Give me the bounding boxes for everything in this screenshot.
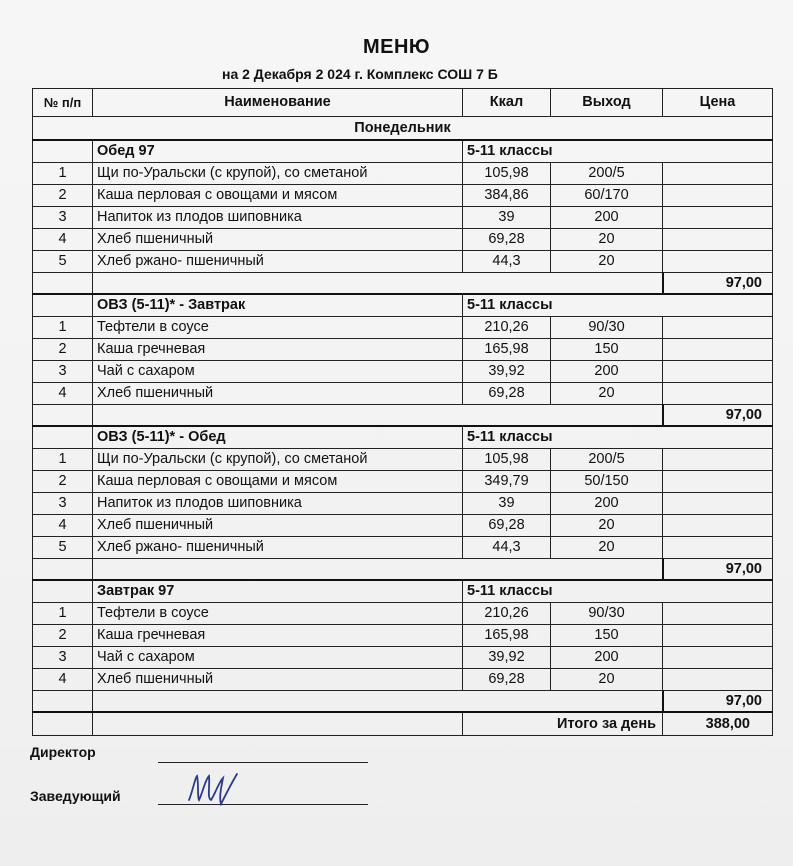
section-header-num (33, 140, 93, 163)
section-total-row (33, 405, 773, 427)
item-kcal: 39 (463, 207, 551, 229)
section-header-row (33, 140, 773, 163)
item-num: 2 (33, 625, 93, 647)
section-header-num (33, 426, 93, 449)
section-title: ОВЗ (5-11)* - Завтрак (93, 294, 463, 317)
item-num: 5 (33, 251, 93, 273)
item-price (663, 339, 773, 361)
table-row (33, 625, 773, 647)
total-empty (93, 691, 663, 713)
item-price (663, 383, 773, 405)
item-num: 4 (33, 515, 93, 537)
item-output: 20 (551, 537, 663, 559)
item-name: Хлеб пшеничный (93, 515, 463, 537)
item-kcal: 384,86 (463, 185, 551, 207)
document-title: МЕНЮ (362, 36, 431, 58)
table-row (33, 339, 773, 361)
column-header-kcal: Ккал (463, 89, 551, 117)
table-row (33, 669, 773, 691)
table-row (33, 163, 773, 185)
director-signature-line (158, 748, 368, 763)
column-header-name: Наименование (93, 89, 463, 117)
item-output: 20 (551, 383, 663, 405)
day-label: Понедельник (33, 117, 773, 141)
grand-total-label: Итого за день (463, 712, 663, 736)
table-header-row (33, 89, 773, 117)
item-price (663, 163, 773, 185)
item-kcal: 105,98 (463, 449, 551, 471)
section-header-row (33, 294, 773, 317)
item-num: 1 (33, 603, 93, 625)
section-title: Завтрак 97 (93, 580, 463, 603)
item-num: 5 (33, 537, 93, 559)
item-num: 3 (33, 361, 93, 383)
item-output: 60/170 (551, 185, 663, 207)
table-row (33, 229, 773, 251)
item-kcal: 44,3 (463, 251, 551, 273)
column-header-price: Цена (663, 89, 773, 117)
item-output: 150 (551, 625, 663, 647)
section-header-row (33, 426, 773, 449)
table-row (33, 493, 773, 515)
item-output: 20 (551, 669, 663, 691)
item-name: Хлеб пшеничный (93, 669, 463, 691)
column-header-num: № п/п (33, 89, 93, 117)
item-name: Тефтели в соусе (93, 317, 463, 339)
section-title: ОВЗ (5-11)* - Обед (93, 426, 463, 449)
item-price (663, 207, 773, 229)
item-kcal: 39 (463, 493, 551, 515)
total-empty (93, 273, 663, 295)
grand-total-empty-name (93, 712, 463, 736)
item-num: 4 (33, 383, 93, 405)
item-output: 200/5 (551, 163, 663, 185)
item-kcal: 210,26 (463, 603, 551, 625)
item-name: Каша гречневая (93, 339, 463, 361)
item-name: Хлеб ржано- пшеничный (93, 251, 463, 273)
item-kcal: 44,3 (463, 537, 551, 559)
item-name: Хлеб пшеничный (93, 383, 463, 405)
section-classes: 5-11 классы (463, 580, 773, 603)
item-price (663, 515, 773, 537)
item-kcal: 165,98 (463, 625, 551, 647)
item-num: 1 (33, 449, 93, 471)
item-name: Чай с сахаром (93, 647, 463, 669)
item-num: 1 (33, 163, 93, 185)
item-price (663, 185, 773, 207)
item-price (663, 669, 773, 691)
item-price (663, 603, 773, 625)
item-num: 4 (33, 669, 93, 691)
section-total-value: 97,00 (663, 273, 773, 295)
item-name: Щи по-Уральски (с крупой), со сметаной (93, 163, 463, 185)
table-row (33, 383, 773, 405)
item-output: 200 (551, 207, 663, 229)
item-output: 200 (551, 361, 663, 383)
item-price (663, 361, 773, 383)
item-price (663, 493, 773, 515)
section-title: Обед 97 (93, 140, 463, 163)
item-name: Чай с сахаром (93, 361, 463, 383)
section-header-num (33, 294, 93, 317)
item-name: Хлеб ржано- пшеничный (93, 537, 463, 559)
item-kcal: 165,98 (463, 339, 551, 361)
grand-total-empty (33, 712, 93, 736)
table-row (33, 449, 773, 471)
item-name: Напиток из плодов шиповника (93, 207, 463, 229)
table-row (33, 207, 773, 229)
table-row (33, 603, 773, 625)
section-total-row (33, 273, 773, 295)
table-row (33, 471, 773, 493)
item-kcal: 105,98 (463, 163, 551, 185)
table-row (33, 515, 773, 537)
item-name: Хлеб пшеничный (93, 229, 463, 251)
item-price (663, 251, 773, 273)
item-num: 2 (33, 471, 93, 493)
item-price (663, 537, 773, 559)
item-num: 3 (33, 493, 93, 515)
item-kcal: 39,92 (463, 647, 551, 669)
item-price (663, 317, 773, 339)
item-price (663, 471, 773, 493)
item-name: Каша перловая с овощами и мясом (93, 185, 463, 207)
item-name: Напиток из плодов шиповника (93, 493, 463, 515)
section-total-value: 97,00 (663, 405, 773, 427)
item-output: 200 (551, 493, 663, 515)
document-subtitle: на 2 Декабря 2 024 г. Комплекс СОШ 7 Б (222, 66, 498, 82)
item-output: 20 (551, 515, 663, 537)
item-price (663, 229, 773, 251)
item-num: 3 (33, 207, 93, 229)
section-classes: 5-11 классы (463, 426, 773, 449)
day-row (33, 117, 773, 141)
total-empty-num (33, 273, 93, 295)
table-row (33, 185, 773, 207)
item-price (663, 449, 773, 471)
item-kcal: 39,92 (463, 361, 551, 383)
item-name: Каша перловая с овощами и мясом (93, 471, 463, 493)
item-kcal: 349,79 (463, 471, 551, 493)
item-output: 200/5 (551, 449, 663, 471)
item-name: Щи по-Уральски (с крупой), со сметаной (93, 449, 463, 471)
section-total-value: 97,00 (663, 691, 773, 713)
item-output: 50/150 (551, 471, 663, 493)
item-num: 1 (33, 317, 93, 339)
table-row (33, 317, 773, 339)
grand-total-value: 388,00 (663, 712, 773, 736)
manager-label: Заведующий (30, 788, 121, 804)
item-name: Каша гречневая (93, 625, 463, 647)
grand-total-row (33, 712, 773, 736)
item-kcal: 69,28 (463, 383, 551, 405)
handwritten-signature-icon (185, 770, 245, 810)
total-empty (93, 559, 663, 581)
total-empty (93, 405, 663, 427)
item-price (663, 647, 773, 669)
item-kcal: 69,28 (463, 229, 551, 251)
item-output: 20 (551, 229, 663, 251)
table-row (33, 361, 773, 383)
total-empty-num (33, 559, 93, 581)
item-output: 20 (551, 251, 663, 273)
total-empty-num (33, 405, 93, 427)
section-classes: 5-11 классы (463, 140, 773, 163)
menu-table (32, 88, 773, 736)
column-header-output: Выход (551, 89, 663, 117)
section-header-row (33, 580, 773, 603)
item-output: 90/30 (551, 317, 663, 339)
item-output: 90/30 (551, 603, 663, 625)
section-total-row (33, 691, 773, 713)
total-empty-num (33, 691, 93, 713)
table-row (33, 537, 773, 559)
item-num: 2 (33, 339, 93, 361)
section-total-row (33, 559, 773, 581)
director-label: Директор (30, 744, 96, 760)
item-output: 200 (551, 647, 663, 669)
item-output: 150 (551, 339, 663, 361)
item-kcal: 69,28 (463, 669, 551, 691)
item-num: 3 (33, 647, 93, 669)
item-price (663, 625, 773, 647)
item-num: 4 (33, 229, 93, 251)
item-name: Тефтели в соусе (93, 603, 463, 625)
section-classes: 5-11 классы (463, 294, 773, 317)
item-num: 2 (33, 185, 93, 207)
item-kcal: 69,28 (463, 515, 551, 537)
table-row (33, 647, 773, 669)
item-kcal: 210,26 (463, 317, 551, 339)
table-row (33, 251, 773, 273)
section-header-num (33, 580, 93, 603)
section-total-value: 97,00 (663, 559, 773, 581)
